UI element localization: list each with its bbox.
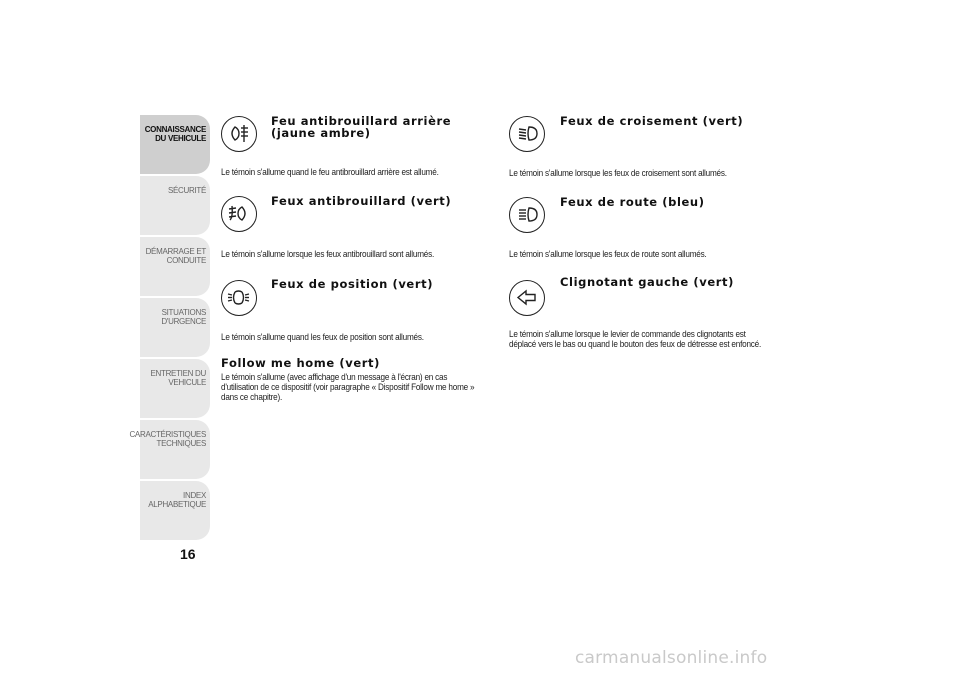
tab-connaissance-du-vehicule[interactable] bbox=[140, 115, 210, 174]
tab-label: CARACTÉRISTIQUES TECHNIQUES bbox=[129, 430, 206, 448]
page-number: 16 bbox=[180, 546, 196, 562]
high-beam-text: Le témoin s'allume lorsque les feux de route sont allumés. bbox=[509, 249, 707, 260]
rear-fog-text: Le témoin s'allume quand le feu antibrouillard arrière est allumé. bbox=[221, 167, 439, 178]
front-fog-title: Feux antibrouillard (vert) bbox=[271, 194, 452, 208]
high-beam-icon bbox=[509, 197, 545, 233]
watermark: carmanualsonline.info bbox=[575, 648, 768, 668]
tab-label: CONNAISSANCE DU VEHICULE bbox=[144, 125, 206, 143]
low-beam-text: Le témoin s'allume lorsque les feux de croisement sont allumés. bbox=[509, 168, 727, 179]
tab-demarrage-et-conduite[interactable] bbox=[140, 237, 210, 296]
tab-label: ENTRETIEN DU VEHICULE bbox=[150, 369, 206, 387]
tab-caracteristiques-techniques[interactable] bbox=[129, 420, 210, 479]
front-fog-light-icon bbox=[221, 196, 257, 232]
tab-label: DÉMARRAGE ET CONDUITE bbox=[145, 247, 206, 265]
section-sidebar bbox=[129, 115, 210, 542]
tab-label: INDEX ALPHABETIQUE bbox=[148, 491, 206, 509]
left-turn-signal-icon bbox=[509, 280, 545, 316]
tab-entretien-du-vehicule[interactable] bbox=[140, 359, 210, 418]
tab-situations-d-urgence[interactable] bbox=[140, 298, 210, 357]
high-beam-title: Feux de route (bleu) bbox=[560, 195, 705, 209]
tab-label: SITUATIONS D'URGENCE bbox=[161, 308, 206, 326]
follow-me-text: Le témoin s'allume (avec affichage d'un message à l'écran) en cas d'utilisation de ce dispositif (voir paragraphe « Dispositif Follow me home » dans ce chapitre). bbox=[221, 372, 475, 403]
position-title: Feux de position (vert) bbox=[271, 277, 434, 291]
low-beam-title: Feux de croisement (vert) bbox=[560, 114, 744, 128]
front-fog-text: Le témoin s'allume lorsque les feux antibrouillard sont allumés. bbox=[221, 249, 435, 260]
follow-me-title: Follow me home (vert) bbox=[221, 356, 380, 370]
rear-fog-title: Feu antibrouillard arrière (jaune ambre) bbox=[271, 114, 452, 140]
position-text: Le témoin s'allume quand les feux de position sont allumés. bbox=[221, 332, 424, 343]
tab-securite[interactable] bbox=[140, 176, 210, 235]
left-turn-title: Clignotant gauche (vert) bbox=[560, 275, 734, 289]
tab-index-alphabetique[interactable] bbox=[140, 481, 210, 540]
left-turn-text: Le témoin s'allume lorsque le levier de commande des clignotants est déplacé vers le bas ou quand le bouton des feux de détresse est enfoncé. bbox=[509, 329, 762, 350]
tab-label: SÉCURITÉ bbox=[167, 186, 206, 195]
position-light-icon bbox=[221, 280, 257, 316]
low-beam-icon bbox=[509, 116, 545, 152]
rear-fog-light-icon bbox=[221, 116, 257, 152]
